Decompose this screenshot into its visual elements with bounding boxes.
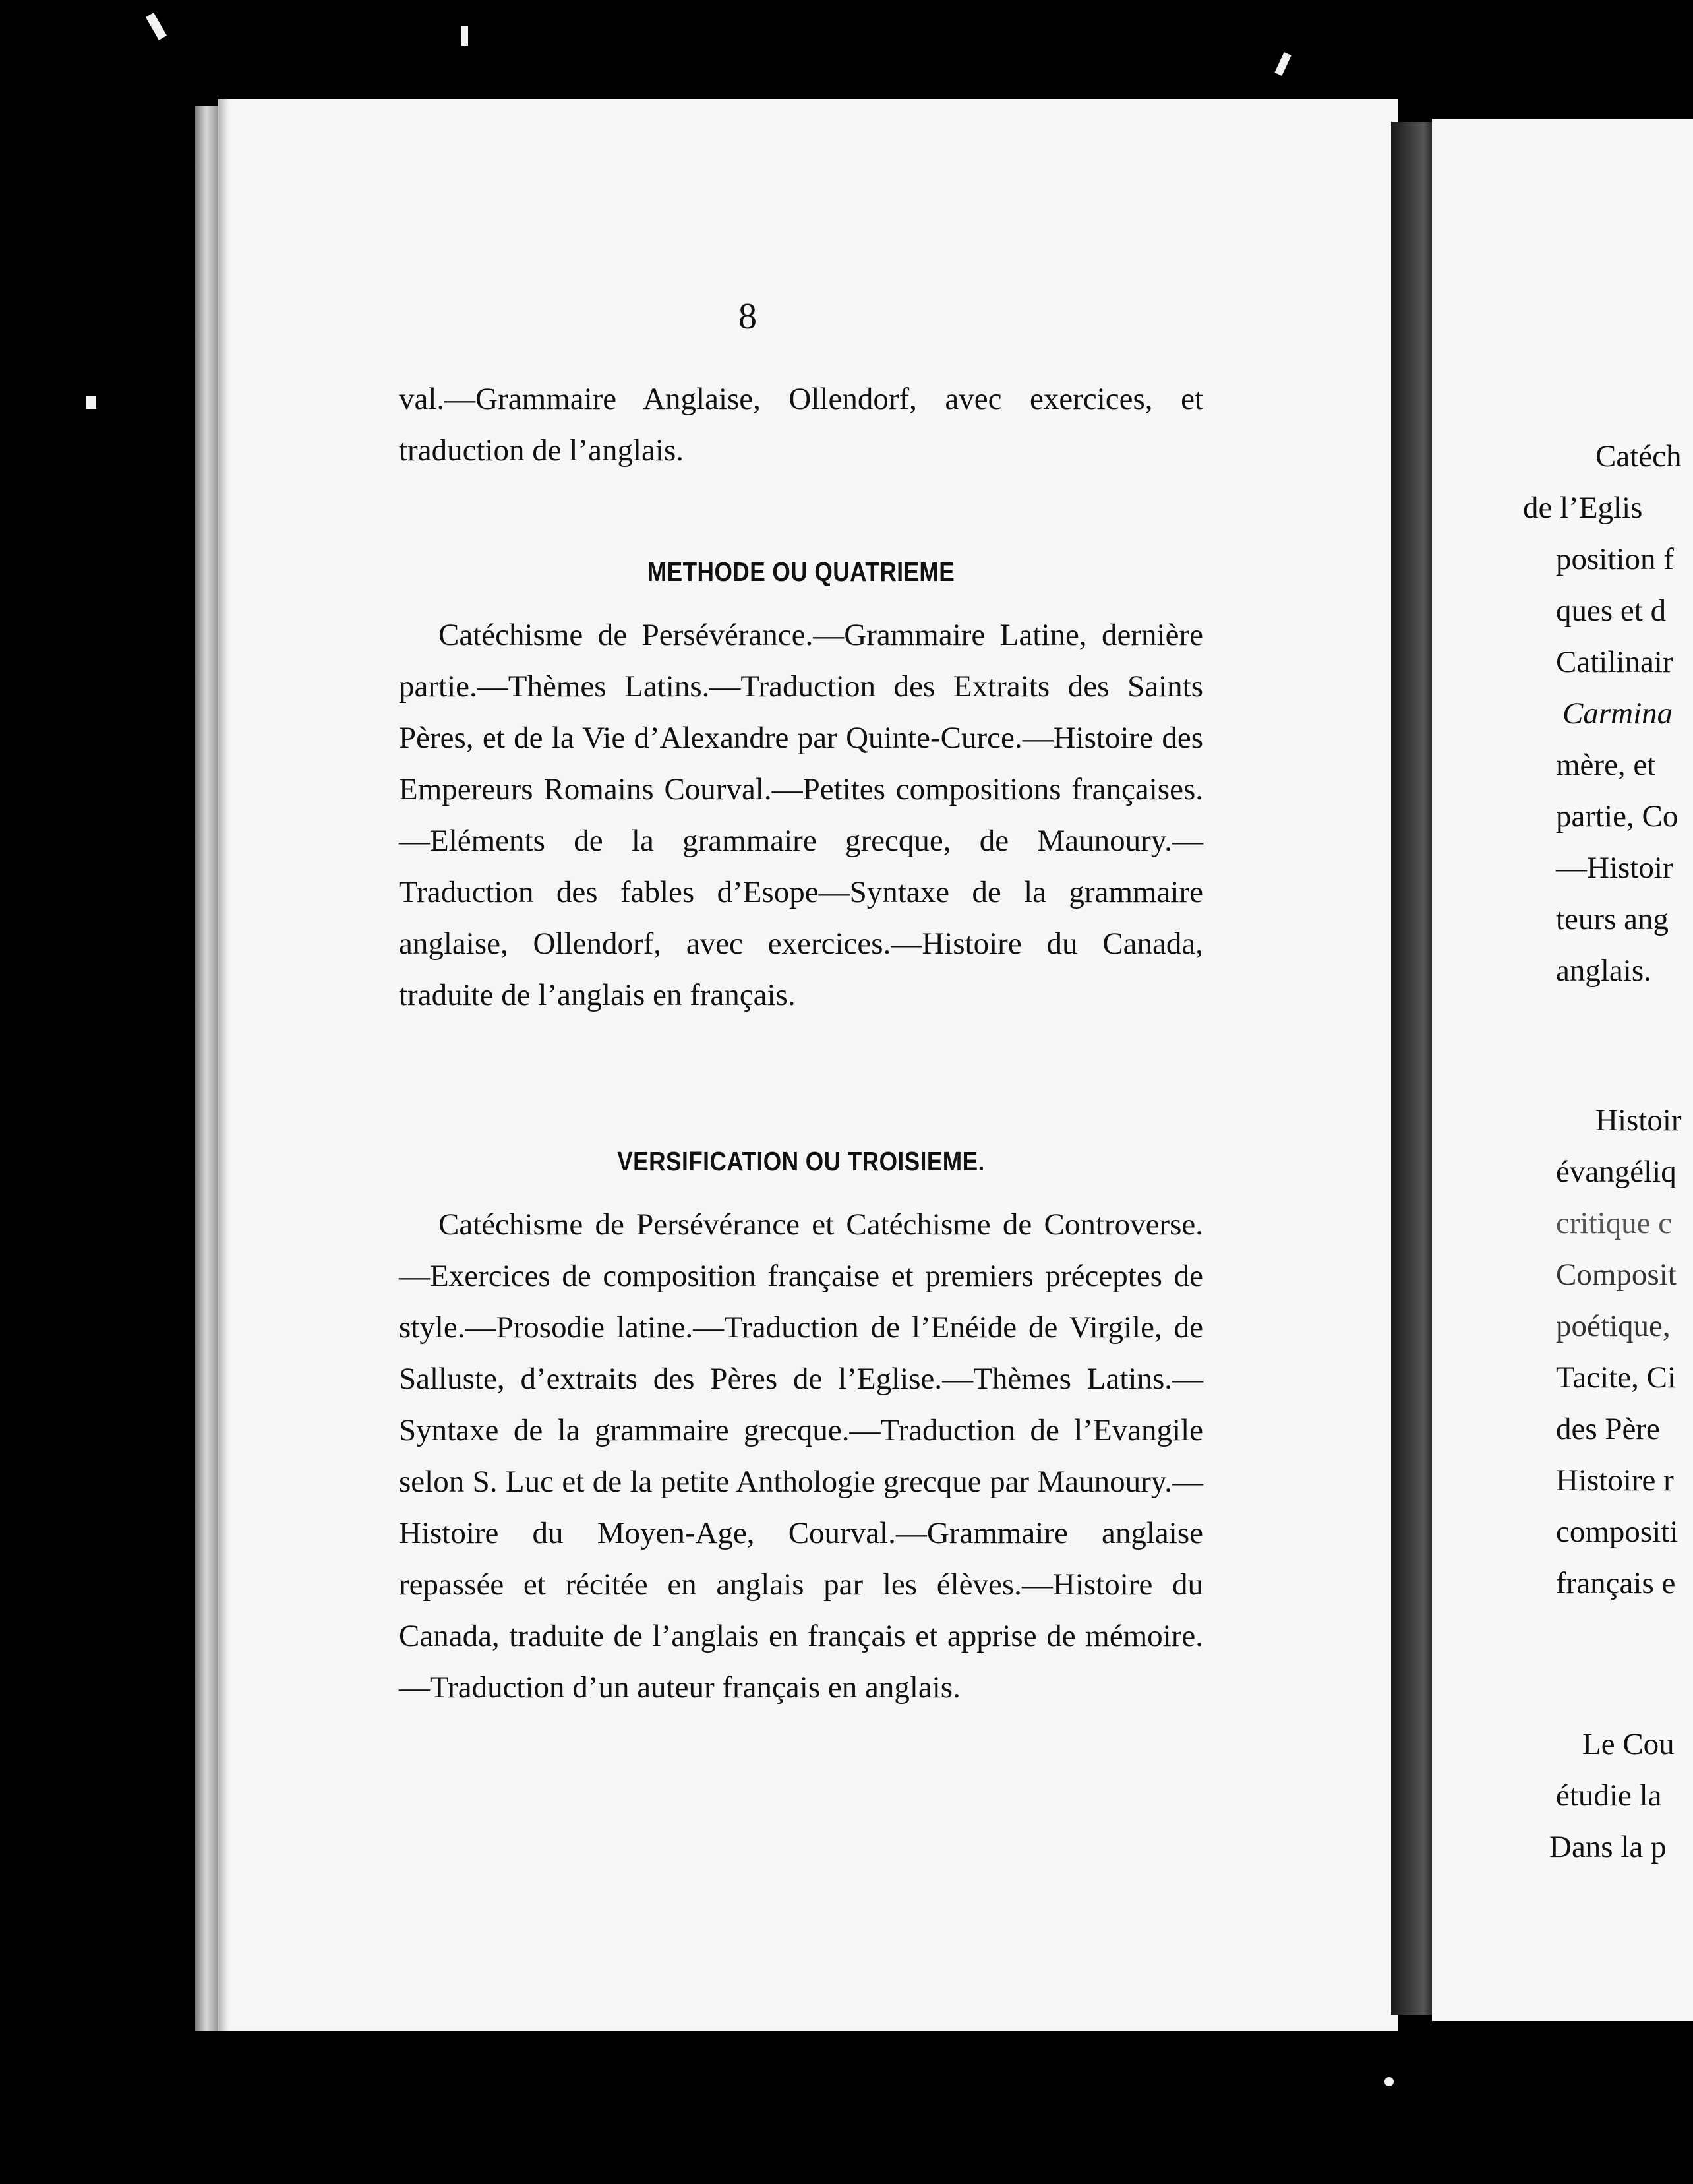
scan-speck (461, 26, 468, 46)
facing-line: teurs ang (1556, 902, 1669, 936)
section-heading-troisieme: VERSIFICATION OU TROISIEME. (617, 1146, 985, 1176)
facing-line: anglais. (1556, 954, 1651, 988)
facing-line: Histoire r (1556, 1463, 1674, 1498)
facing-line: Le Cou (1582, 1727, 1675, 1761)
facing-line: de l’Eglis (1523, 491, 1643, 525)
section-body-quatrieme-block (399, 609, 1203, 1021)
facing-line: Tacite, Ci (1556, 1360, 1677, 1395)
facing-line: partie, Co (1556, 799, 1678, 834)
top-fragment-block (399, 373, 1203, 476)
facing-line: Carmina (1562, 696, 1673, 731)
section-heading-quatrieme: METHODE OU QUATRIEME (647, 557, 955, 587)
scan-speck (86, 396, 96, 409)
facing-line: ques et d (1556, 593, 1667, 628)
book-binding-edge (195, 106, 218, 2031)
book-gutter (1391, 122, 1432, 2015)
section-body-troisieme-block (399, 1199, 1203, 1713)
facing-line: étudie la (1556, 1778, 1662, 1813)
facing-line: Dans la p (1549, 1830, 1667, 1864)
facing-line: français e (1556, 1566, 1676, 1600)
facing-line: critique c (1556, 1206, 1673, 1240)
scan-speck (146, 13, 167, 40)
section-body-troisieme: Catéchisme de Persévérance et Catéchisme de Controverse.—Exercices de composition française et premiers préceptes de style.—Prosodie latine.—Traduction de l’Enéide de Virgile, de Salluste, d’extraits des Pères de l’Eglise.—Thèmes Latins.—Syntaxe de la grammaire grecque.—Traduction de l’Evangile selon S. Luc et de la petite Anthologie grecque par Maunoury.—Histoire du Moyen-Age, Courval.—Grammaire anglaise repassée et récitée en anglais par les élèves.—Histoire du Canada, traduite de l’anglais en français et apprise de mémoire.—Traduction d’un auteur français en anglais. (399, 1207, 1203, 1705)
facing-line: des Père (1556, 1412, 1660, 1446)
facing-line: position f (1556, 542, 1674, 576)
facing-line: évangéliq (1556, 1155, 1677, 1189)
facing-line: Catéch (1595, 439, 1682, 473)
top-fragment-paragraph: val.—Grammaire Anglaise, Ollendorf, avec exercices, et traduction de l’anglais. (399, 382, 1203, 468)
scan-speck (1274, 52, 1291, 76)
facing-line: poétique, (1556, 1309, 1671, 1343)
section-body-quatrieme: Catéchisme de Persévérance.—Grammaire Latine, dernière partie.—Thèmes Latins.—Traduction des Extraits des Saints Pères, et de la Vie d’Alexandre par Quinte-Curce.—Histoire des Empereurs Romains Courval.—Petites compositions françaises.—Eléments de la grammaire grecque, de Maunoury.—Traduction des fables d’Esope—Syntaxe de la grammaire anglaise, Ollendorf, avec exercices.—Histoire du Canada, traduite de l’anglais en français. (399, 618, 1203, 1012)
facing-line: Catilinair (1556, 645, 1673, 679)
facing-line: —Histoir (1556, 851, 1673, 885)
facing-line: compositi (1556, 1515, 1678, 1549)
facing-line: Histoir (1595, 1103, 1682, 1138)
scan-speck (1384, 2077, 1394, 2086)
facing-line: mère, et (1556, 748, 1656, 782)
page-number: 8 (738, 296, 757, 337)
facing-line: Composit (1556, 1258, 1677, 1292)
